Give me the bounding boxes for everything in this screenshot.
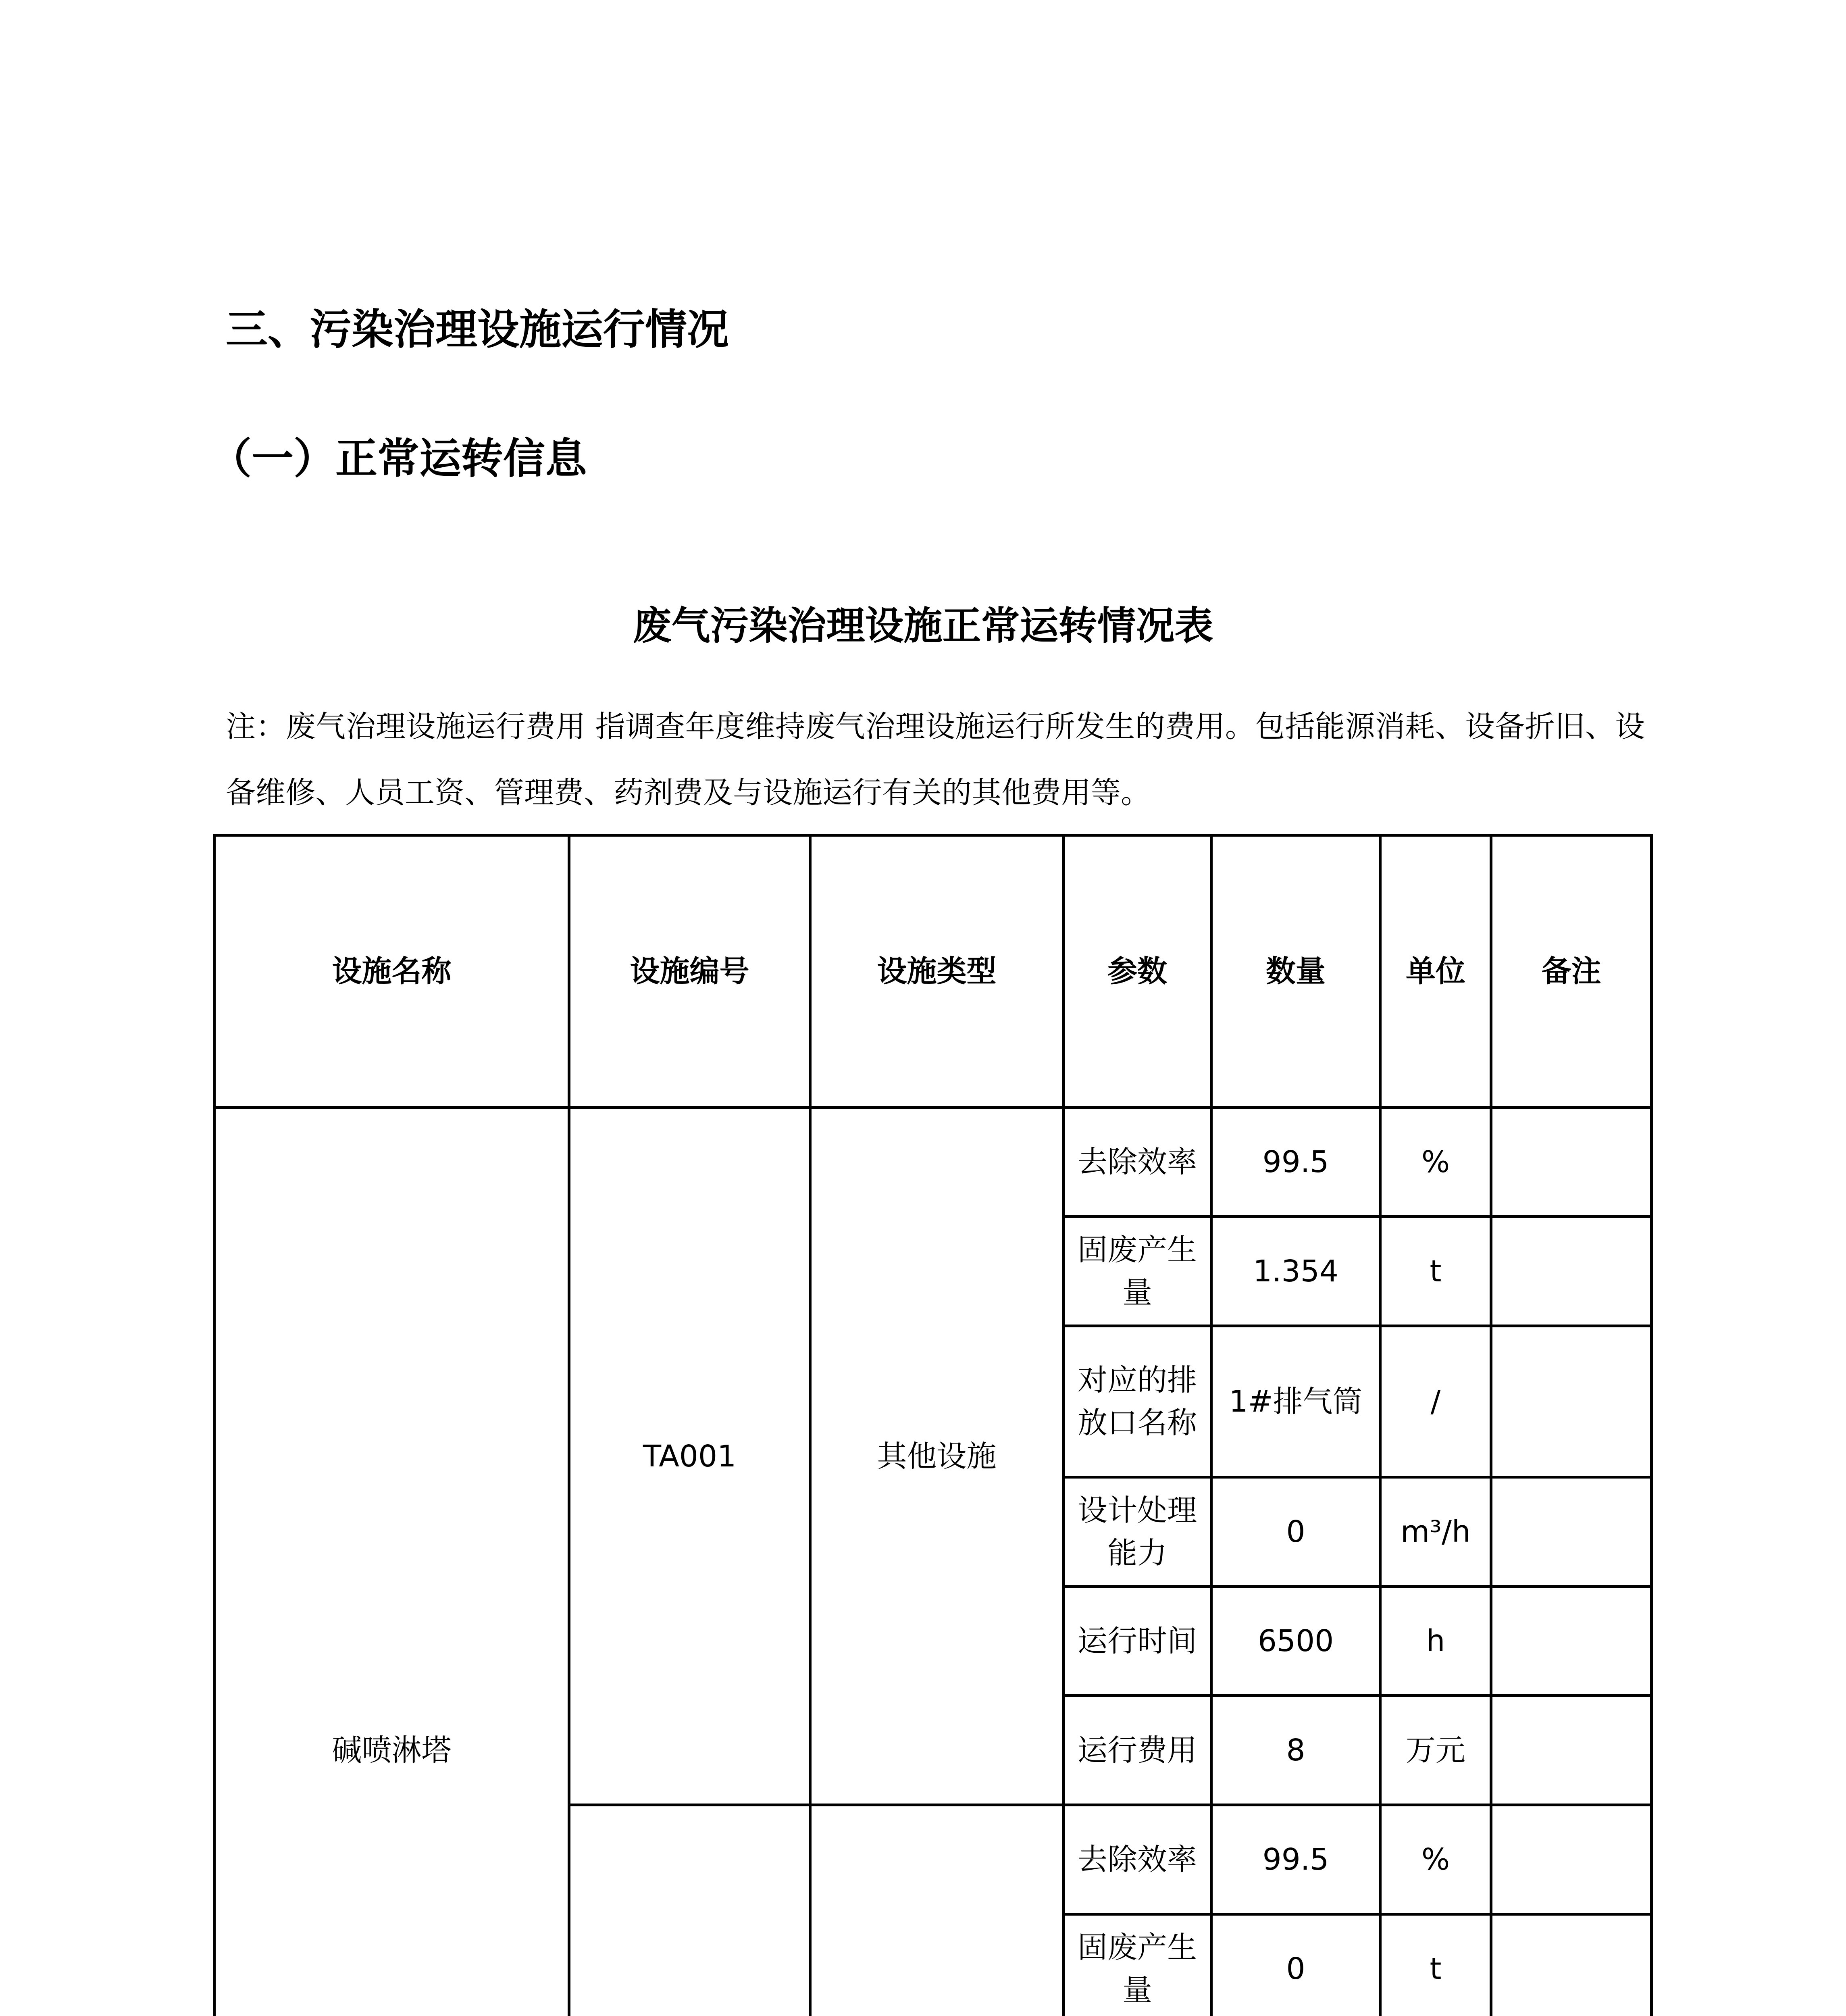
header-name: 设施名称 — [214, 835, 569, 1108]
param-cell: 固废产生量 — [1063, 1217, 1211, 1326]
facility-code-cell — [569, 1805, 810, 2016]
remark-cell — [1491, 1217, 1652, 1326]
remark-cell — [1491, 1914, 1652, 2016]
unit-cell: t — [1380, 1914, 1491, 2016]
facility-name-cell: 碱喷淋塔 — [214, 1108, 569, 2016]
sub-heading: （一）正常运转信息 — [210, 434, 587, 483]
qty-cell: 0 — [1211, 1477, 1380, 1587]
remark-cell — [1491, 1477, 1652, 1587]
section-heading: 三、污染治理设施运行情况 — [226, 305, 729, 354]
unit-cell: % — [1380, 1805, 1491, 1914]
remark-cell — [1491, 1326, 1652, 1477]
unit-cell: h — [1380, 1587, 1491, 1696]
header-type: 设施类型 — [810, 835, 1063, 1108]
facility-code-cell: TA001 — [569, 1108, 810, 1805]
header-remark: 备注 — [1491, 835, 1652, 1108]
unit-cell: m³/h — [1380, 1477, 1491, 1587]
unit-cell: % — [1380, 1108, 1491, 1217]
param-cell: 运行费用 — [1063, 1696, 1211, 1805]
qty-cell: 6500 — [1211, 1587, 1380, 1696]
qty-cell: 99.5 — [1211, 1108, 1380, 1217]
qty-cell: 99.5 — [1211, 1805, 1380, 1914]
qty-cell: 0 — [1211, 1914, 1380, 2016]
param-cell: 固废产生量 — [1063, 1914, 1211, 2016]
facility-table — [213, 834, 1653, 2016]
remark-cell — [1491, 1108, 1652, 1217]
table-title: 废气污染治理设施正常运转情况表 — [633, 603, 1213, 648]
header-qty: 数量 — [1211, 835, 1380, 1108]
param-cell: 去除效率 — [1063, 1108, 1211, 1217]
param-cell: 对应的排放口名称 — [1063, 1326, 1211, 1477]
qty-cell: 1.354 — [1211, 1217, 1380, 1326]
unit-cell: / — [1380, 1326, 1491, 1477]
remark-cell — [1491, 1696, 1652, 1805]
param-cell: 设计处理能力 — [1063, 1477, 1211, 1587]
param-cell: 去除效率 — [1063, 1805, 1211, 1914]
qty-cell: 1#排气筒 — [1211, 1326, 1380, 1477]
unit-cell: 万元 — [1380, 1696, 1491, 1805]
header-unit: 单位 — [1380, 835, 1491, 1108]
table-row — [214, 1108, 1652, 1217]
remark-cell — [1491, 1805, 1652, 1914]
header-param: 参数 — [1063, 835, 1211, 1108]
header-code: 设施编号 — [569, 835, 810, 1108]
facility-type-cell — [810, 1805, 1063, 2016]
remark-cell — [1491, 1587, 1652, 1696]
unit-cell: t — [1380, 1217, 1491, 1326]
facility-type-cell: 其他设施 — [810, 1108, 1063, 1805]
qty-cell: 8 — [1211, 1696, 1380, 1805]
param-cell: 运行时间 — [1063, 1587, 1211, 1696]
table-header-row — [214, 835, 1652, 1108]
table-note: 注：废气治理设施运行费用 指调查年度维持废气治理设施运行所发生的费用。包括能源消耗、设备折旧、设备维修、人员工资、管理费、药剂费及与设施运行有关的其他费用等。 — [226, 709, 1645, 810]
